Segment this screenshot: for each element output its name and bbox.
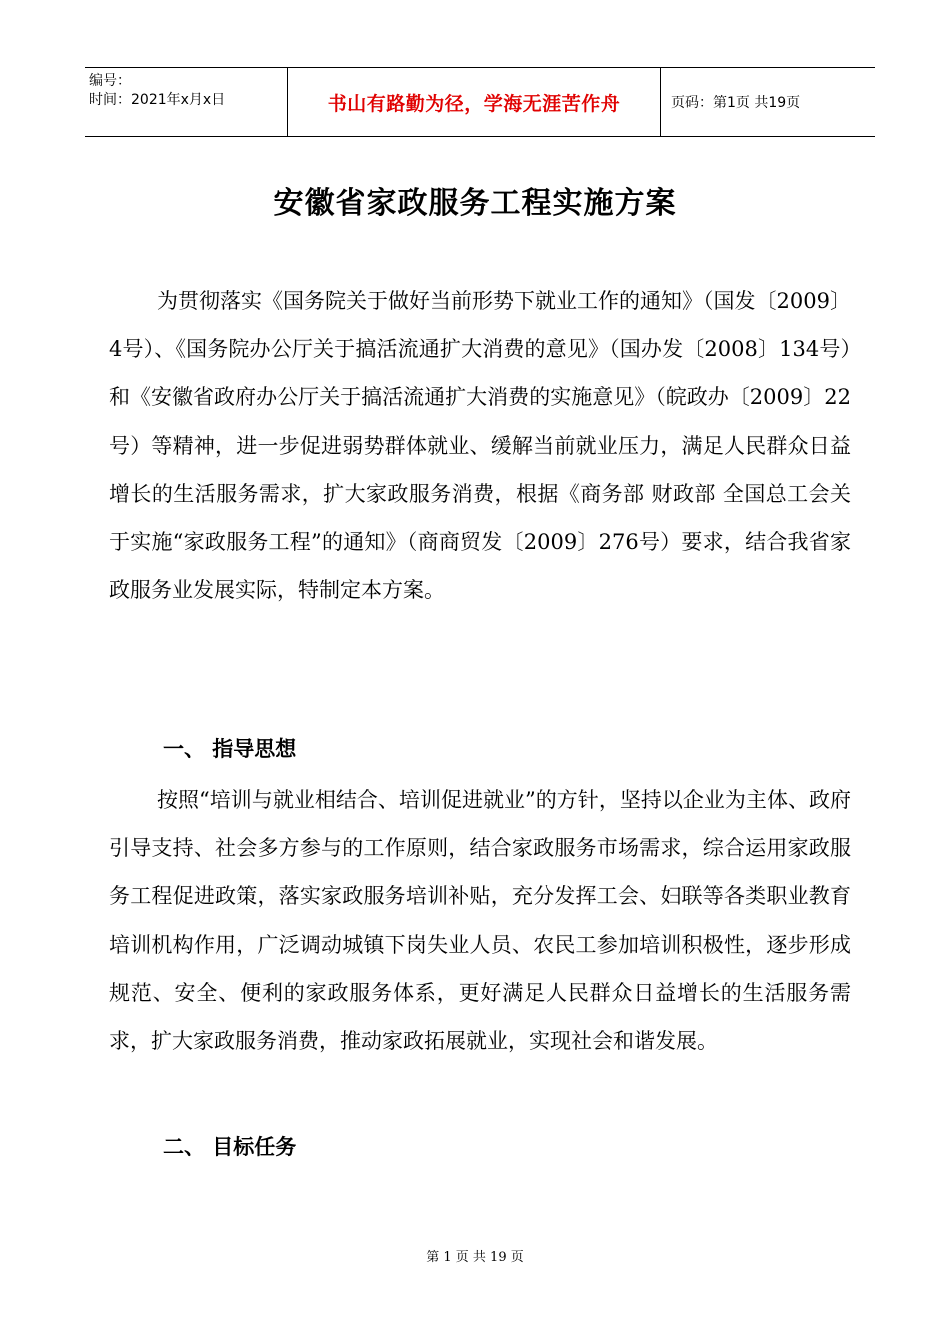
header-meta [85,68,285,136]
paragraph-guiding-ideology: 按照“培训与就业相结合、培训促进就业”的方针，坚持以企业为主体、政府引导支持、社会多方参与的工作原则，结合家政服务市场需求，综合运用家政服务工程促进政策，落实家政服务培训补贴，充分发挥工会、妇联等各类职业教育培训机构作用，广泛调动城镇下岗失业人员、农民工参加培训积极性，逐步形成规范、安全、便利的家政服务体系，更好满足人民群众日益增长的生活服务需求，扩大家政服务消费，推动家政拓展就业，实现社会和谐发展。 [109,788,851,1054]
section-heading-guiding-ideology: 一、 指导思想 [163,737,297,761]
paragraph-intro: 为贯彻落实《国务院关于做好当前形势下就业工作的通知》（国发〔2009〕4号）、《国务院办公厅关于搞活流通扩大消费的意见》（国办发〔2008〕134号）和《安徽省政府办公厅关于搞活流通扩大消费的实施意见》（皖政办〔2009〕22号）等精神，进一步促进弱势群体就业、缓解当前就业压力，满足人民群众日益增长的生活服务需求，扩大家政服务消费，根据《商务部 财政部 全国总工会关于实施“家政服务工程”的通知》（商商贸发〔2009〕276号）要求，结合我省家政服务业发展实际，特制定本方案。 [109,289,851,603]
page-footer: 第 1 页 共 19 页 [426,1250,524,1265]
section-heading-goals: 二、 目标任务 [163,1135,297,1159]
header-motto-cell [287,68,661,136]
page-header [85,67,875,137]
header-motto: 书山有路勤为径，学海无涯苦作舟 [327,92,621,115]
header-page-info: 页码：第1页 共19页 [671,95,801,111]
document-title: 安徽省家政服务工程实施方案 [273,186,677,221]
time-label: 时间：2021年x月x日 [89,92,226,108]
number-label: 编号： [89,73,131,89]
